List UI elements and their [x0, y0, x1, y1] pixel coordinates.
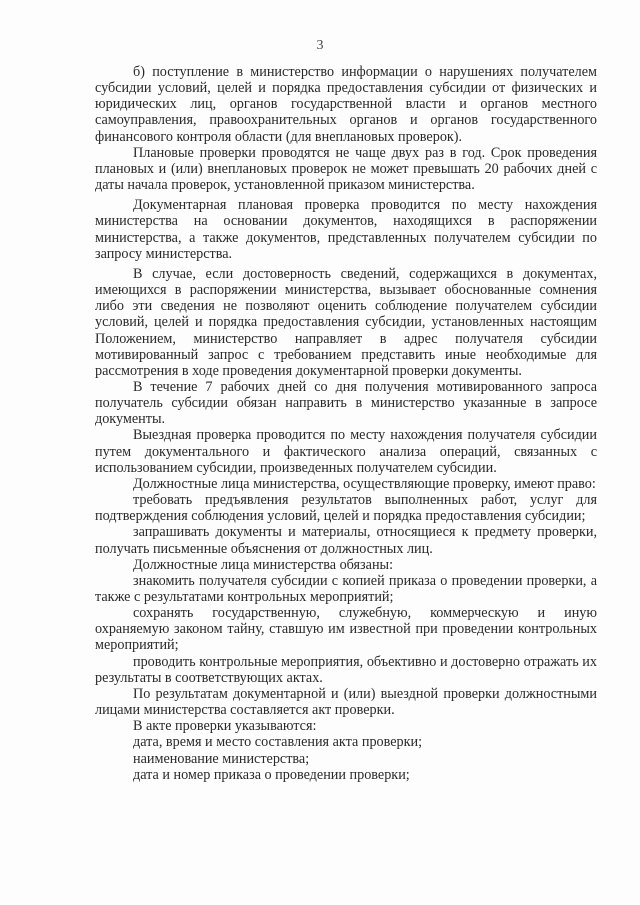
paragraph-violation-info: б) поступление в министерство информации о нарушениях получателем субсидии условий, целей и порядка предоставления субсидии от физических и юридических лиц, органов государственной власти и органов местного самоуправления, правоохранительных органов и органов государственного финансового контроля области (для внеплановых проверок).: [95, 64, 597, 145]
paragraph-rights-heading: Должностные лица министерства, осуществляющие проверку, имеют право:: [133, 475, 596, 492]
paragraph-act-contents-heading: В акте проверки указываются:: [133, 718, 317, 735]
paragraph-act-order-number: дата и номер приказа о проведении проверки;: [133, 766, 410, 783]
paragraph-right-demand-results: требовать предъявления результатов выполненных работ, услуг для подтверждения соблюдения условий, целей и порядка предоставления субсидии;: [95, 492, 597, 525]
paragraph-obligation-secrecy: сохранять государственную, служебную, коммерческую и иную охраняемую законом тайну, ставшую им известной при проведении контрольных мероприятий;: [95, 605, 597, 654]
paragraph-right-request-documents: запрашивать документы и материалы, относящиеся к предмету проверки, получать письменные объяснения от должностных лиц.: [95, 524, 597, 557]
paragraph-obligations-heading: Должностные лица министерства обязаны:: [133, 556, 394, 573]
paragraph-obligation-objectivity: проводить контрольные мероприятия, объективно и достоверно отражать их результаты в соответствующих актах.: [95, 653, 597, 686]
paragraph-documentary-check: Документарная плановая проверка проводится по месту нахождения министерства на основании документов, находящихся в распоряжении министерства, а также документов, представленных получателем субсидии по запросу министерства.: [95, 197, 597, 262]
paragraph-act-ministry-name: наименование министерства;: [133, 750, 310, 767]
paragraph-act-date-place: дата, время и место составления акта проверки;: [133, 734, 423, 751]
paragraph-obligation-inform: знакомить получателя субсидии с копией приказа о проведении проверки, а также с результатами контрольных мероприятий;: [95, 572, 597, 605]
paragraph-reliability-doubts: В случае, если достоверность сведений, содержащихся в документах, имеющихся в распоряжении министерства, вызывает обоснованные сомнения либо эти сведения не позволяют оценить соблюдение получателем субсидии условий, целей и порядка предоставления субсидии, установленных настоящим Положением, министерство направляет в адрес получателя субсидии мотивированный запрос с требованием представить иные необходимые для рассмотрения в ходе проведения документарной проверки документы.: [95, 265, 597, 379]
paragraph-request-deadline: В течение 7 рабочих дней со дня получения мотивированного запроса получатель субсидии обязан направить в министерство указанные в запросе документы.: [95, 378, 597, 428]
paragraph-onsite-check: Выездная проверка проводится по месту нахождения получателя субсидии путем документального и фактического анализа операций, связанных с использованием субсидии, произведенных получателем субсидии.: [95, 427, 597, 476]
document-body: [95, 64, 597, 783]
page-number: 3: [316, 38, 324, 53]
paragraph-inspection-act: По результатам документарной и (или) выездной проверки должностными лицами министерства составляется акт проверки.: [95, 685, 597, 719]
paragraph-planned-checks: Плановые проверки проводятся не чаще двух раз в год. Срок проведения плановых и (или) внеплановых проверок не может превышать 20 рабочих дней с даты начала проверок, установленной приказом министерства.: [95, 144, 597, 194]
